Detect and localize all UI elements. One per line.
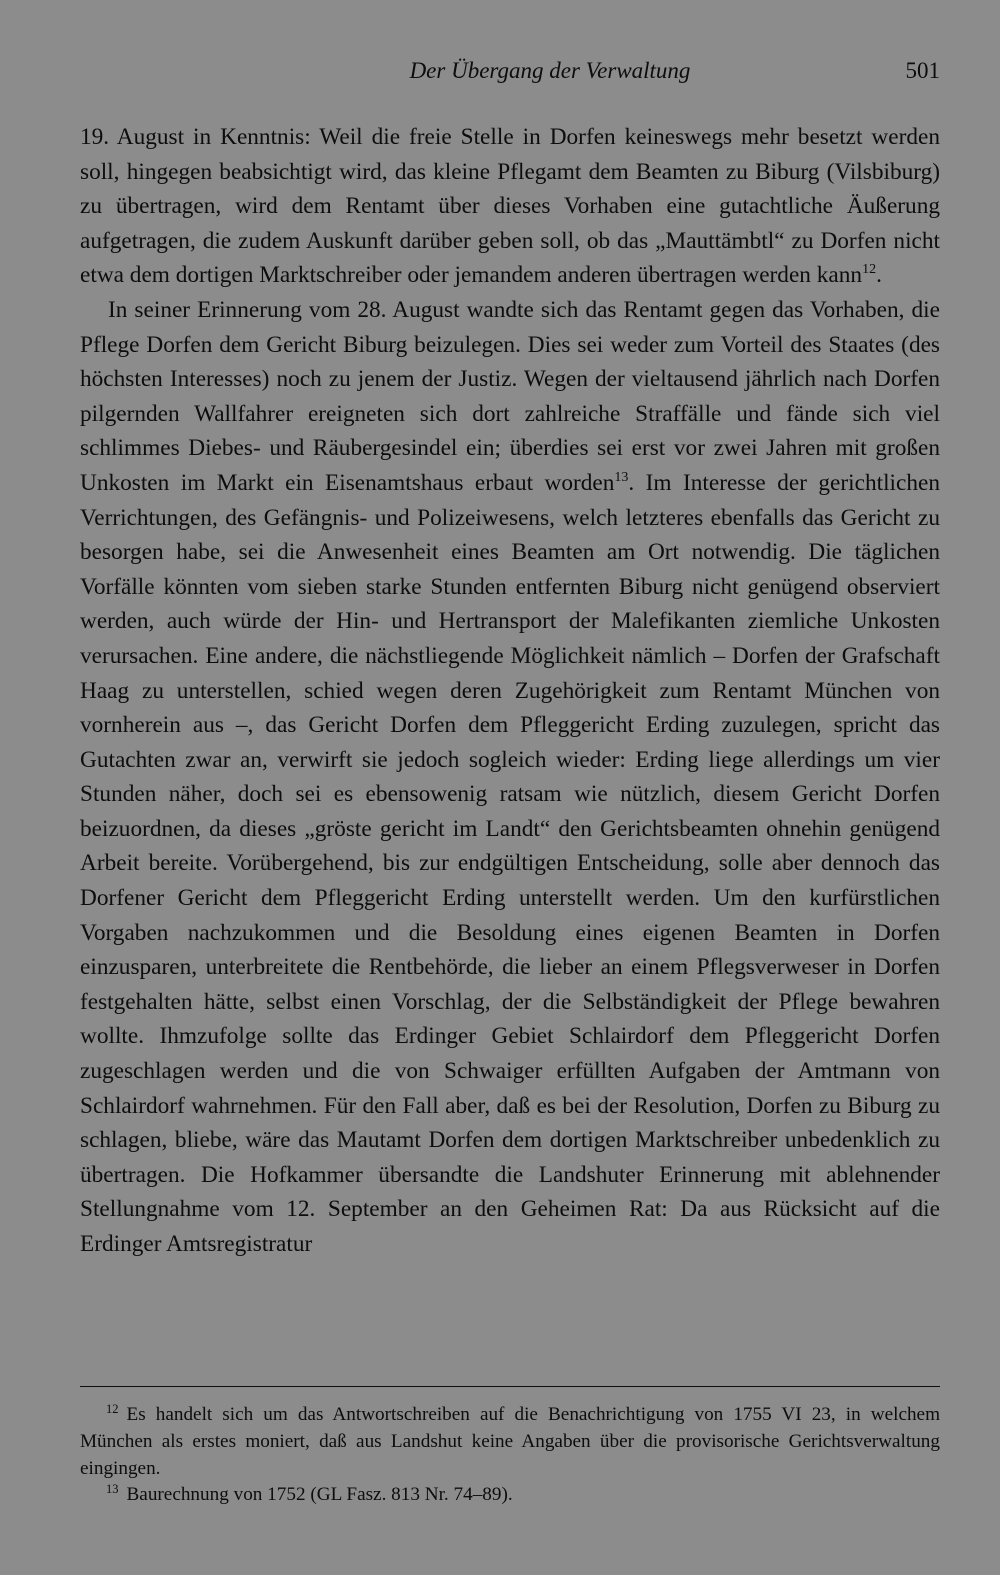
footnote-text: Es handelt sich um das Antwortschreiben auf die Benachrichtigung von 1755 VI 23, in welchem München als erstes moniert, daß aus Landshut keine Angaben über die provisorische Gerichtsverwaltung eingingen. [80,1404,940,1479]
footnote-13 [80,1482,940,1509]
footnote-number: 12 [106,1402,119,1416]
page-number: 501 [905,58,940,83]
paragraph-1 [80,120,940,293]
footnote-ref-13: 13 [614,469,629,485]
footnote-divider [80,1386,940,1387]
footnotes [80,1402,940,1509]
paragraph-2-text: In seiner Erinnerung vom 28. August wandte sich das Rentamt gegen das Vorhaben, die Pflege Dorfen dem Gericht Biburg beizulegen. Dies sei weder zum Vorteil des Staates (des höchsten Interesses) noch zu jenem der Justiz. Wegen der vieltausend jährlich nach Dorfen pilgernden Wallfahrer ereigneten sich dort zahlreiche Straffälle und fände sich viel schlimmes Diebes- und Räubergesindel ein; überdies sei erst vor zwei Jahren mit großen Unkosten im Markt ein Eisenamtshaus erbaut worden [80,296,940,496]
footnote-number: 13 [106,1482,119,1497]
paragraph-2-text-end: . Im Interesse der gerichtlichen Verrichtungen, des Gefängnis- und Polizeiwesens, welch letzteres ebenfalls das Gericht zu besorgen habe, sei die Anwesenheit eines Beamten am Ort notwendig. Die täglichen Vorfälle könnten vom sieben starke Stunden entfernten Biburg nicht genügend observiert werden, auch würde der Hin- und Hertransport der Malefikanten ziemliche Unkosten verursachen. Eine andere, die nächstliegende Möglichkeit nämlich – Dorfen der Grafschaft Haag zu unterstellen, schied wegen deren Zugehörigkeit zum Rentamt München von vornherein aus –, das Gericht Dorfen dem Pfleggericht Erding zuzulegen, spricht das Gutachten zwar an, verwirft sie jedoch sogleich wieder: Erding liege allerdings um vier Stunden näher, doch sei es ebensowenig ratsam wie nützlich, diesem Gericht Dorfen beizuordnen, da dieses „gröste gericht im Landt“ den Gerichtsbeamten ohnehin genügend Arbeit bereite. Vorübergehend, bis zur endgültigen Entscheidung, solle aber dennoch das Dorfener Gericht dem Pfleggericht Erding unterstellt werden. Um den kurfürstlichen Vorgaben nachzukommen und die Besoldung eines eigenen Beamten in Dorfen einzusparen, unterbreitete die Rentbehörde, die lieber an einem Pflegsverweser in Dorfen festgehalten hätte, selbst einen Vorschlag, der die Selbständigkeit der Pflege bewahren wollte. Ihmzufolge sollte das Erdinger Gebiet Schlairdorf dem Pfleggericht Dorfen zugeschlagen werden und die von Schwaiger erfüllten Aufgaben der Amtmann von Schlairdorf wahrnehmen. Für den Fall aber, daß es bei der Resolution, Dorfen zu Biburg zu schlagen, bliebe, wäre das Mautamt Dorfen dem dortigen Marktschreiber unbedenklich zu übertragen. Die Hofkammer übersandte die Landshuter Erinnerung mit ablehnender Stellungnahme vom 12. September an den Geheimen Rat: Da aus Rücksicht auf die Erdinger Amtsregistratur [80,469,940,1257]
footnote-ref-12: 12 [862,262,877,278]
body-text [80,120,940,1262]
paragraph-1-text-end: . [876,262,882,289]
running-title: Der Übergang der Verwaltung [409,58,691,83]
paragraph-1-text: 19. August in Kenntnis: Weil die freie Stelle in Dorfen keineswegs mehr besetzt werden soll, hingegen beabsichtigt wird, das kleine Pflegamt dem Beamten zu Biburg (Vilsbiburg) zu übertragen, wird dem Rentamt über dieses Vorhaben eine gutachtliche Äußerung aufgetragen, die zudem Auskunft darüber geben soll, ob das „Mauttämbtl“ zu Dorfen nicht etwa dem dortigen Marktschreiber oder jemandem anderen übertragen werden kann [80,124,940,289]
footnote-text: Baurechnung von 1752 (GL Fasz. 813 Nr. 74–89). [126,1484,513,1506]
footnote-12 [80,1402,940,1482]
page-header [80,52,940,92]
paragraph-2 [80,293,940,1262]
